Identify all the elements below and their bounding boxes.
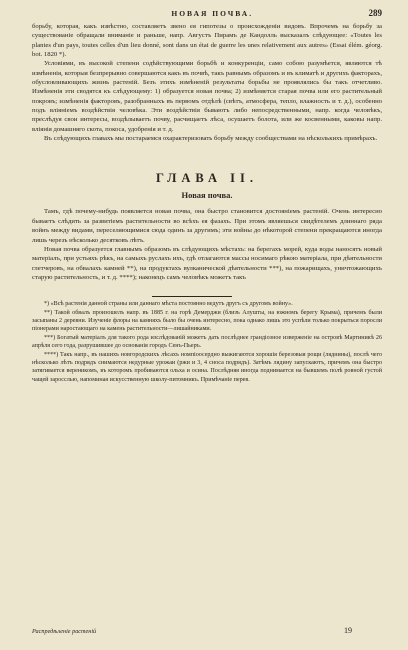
paragraph-soil-formation: Новая почва образуется главнымъ образомъ въ слѣдующихъ мѣстахъ: на берегахъ морей, куда воды наносятъ новый матеріалъ, при устьяхъ рѣкъ, на самыхъ руслахъ ихъ, гдѣ отлагаются массы носимаго рѣкою матеріала, при дѣятельности глетчеровъ, на обвалахъ камней **), на продуктахъ вулканической дѣятельности ***), на пожарищахъ, уничтожающихъ старую растительность, и т. д. ****); наконецъ самъ человѣкъ можетъ такъ — [32, 245, 382, 281]
footnotes — [32, 300, 382, 384]
page-content — [32, 8, 382, 384]
footnote-2: **) Такой обвалъ произошелъ напр. въ 1885 г. на горѣ Демерджи (близъ Алушты, на южномъ берегу Крыма), причемъ были засыпаны 2 деревни. Изученіе флоры на камняхъ было бы очень интересно, пока однако лишь это успѣли только покрыться поросли піонерами наростающаго на камень растительности—лишайниками. — [32, 309, 382, 333]
paragraph-next-chapters: Въ слѣдующихъ главахъ мы постараемся охарактеризовать борьбу между сообществами на нѣсколькихъ примѣрахъ. — [44, 135, 378, 143]
running-title: НОВАЯ ПОЧВА. — [171, 9, 254, 18]
footnote-1: *) «Всѣ растенія данной страны или даннаго мѣста постоянно ведутъ другъ съ другомъ войну». — [44, 301, 293, 308]
footnote-4: ****) Такъ напр., въ нашихъ новгородскихъ лѣсахъ номпіоосердно выжигаются хорошія березовыя рощи (ляднины), послѣ чего нѣсколько лѣтъ подрядъ снимаются недурные урожаи (ржи и 3, 4 сноса подрядъ). Затѣмъ лядину запускаютъ, причемъ она быстро затягивается вереникомъ, въ которомъ пробиваются ольха и осина. Послѣдняя иногда поднимается на бывшемъ полѣ ровной густой чащей заросслью, напоминая искусственную школу-питомникъ. Примѣчаніе перев. — [32, 351, 382, 383]
chapter-subtitle: Новая почва. — [181, 190, 233, 201]
paragraph-new-soil: Тамъ, гдѣ почему-нибудь появляется новая почва, она быстро становится достояніемъ растеній. Очень интересно бываетъ слѣдить за развитіемъ растительности во всѣхъ ея фазахъ. При этомъ являешься свидѣтелемъ длиннаго ряда войнъ между видами, переселяющимися сюда одинъ за другимъ; эти войны до нѣкоторой степени прекращаются иногда лишь черезъ нѣсколько десятковъ лѣтъ. — [32, 208, 382, 244]
page-footer — [32, 626, 382, 635]
footnote-3: ***) Богатый матеріалъ для такого рода изслѣдованій можетъ дать послѣднее грандіозное изверженіе на островѣ Мартиникѣ 26 апрѣля сего года, разрушившее до основанія городъ Сенъ-Пьеръ. — [32, 334, 382, 350]
chapter-title: ГЛАВА II. — [156, 171, 258, 186]
paragraph-continuation: борьбу, которая, какъ извѣстно, составляетъ звено ея гипотезы о происхожденіи видовъ. Впрочемъ на борьбу за существованіе обращали вниманіе и раньше, напр. Августъ Пирамъ де Кандолль высказалъ слѣдующее: «Toutes les plantes d'un pays, toutes celles d'un lieu donné, sont dans un état de guerre les unes relativement aux autres» (Essai élém. géorg. bot. 1820 *). — [32, 23, 382, 59]
page-number: 289 — [368, 8, 382, 18]
signature-label: Распредѣленіе растеній — [32, 628, 97, 635]
paragraph-conditions: Условіями, въ высокой степени содѣйствующими борьбѣ и конкуренціи, само собою разумѣется, являются тѣ измѣненія, которыя безпрерывно совершаются какъ въ почвѣ, такъ равнымъ образомъ и въ климатѣ и другихъ факторахъ, обусловливающихъ жизнь растеній. Безъ этихъ измѣненій результаты борьбы не проявлялись бы такъ отчетливо. Измѣненія эти сводятся къ слѣдующему: 1) образуется новая почва; 2) измѣняется старая почва или его растительный покровъ; измѣненія факторовъ, разобранныхъ въ первомъ отдѣлѣ (свѣтъ, атмосфера, тепло, влажность и т. д.), особенно подъ вліяніемъ воздѣйствія человѣка. Эти воздѣйствія бываютъ либо непосредственными, напр. когда человѣкъ, преслѣдуя свои интересы, воздѣлываетъ почву, расчищаетъ лѣса, осушаетъ болота, или же косвенными, каковы напр. вліянія домашняго скота, покоса, удобренія и т. д. — [32, 60, 382, 133]
footnote-divider — [152, 296, 232, 297]
page-header — [32, 8, 382, 22]
signature-number: 19 — [344, 626, 352, 635]
